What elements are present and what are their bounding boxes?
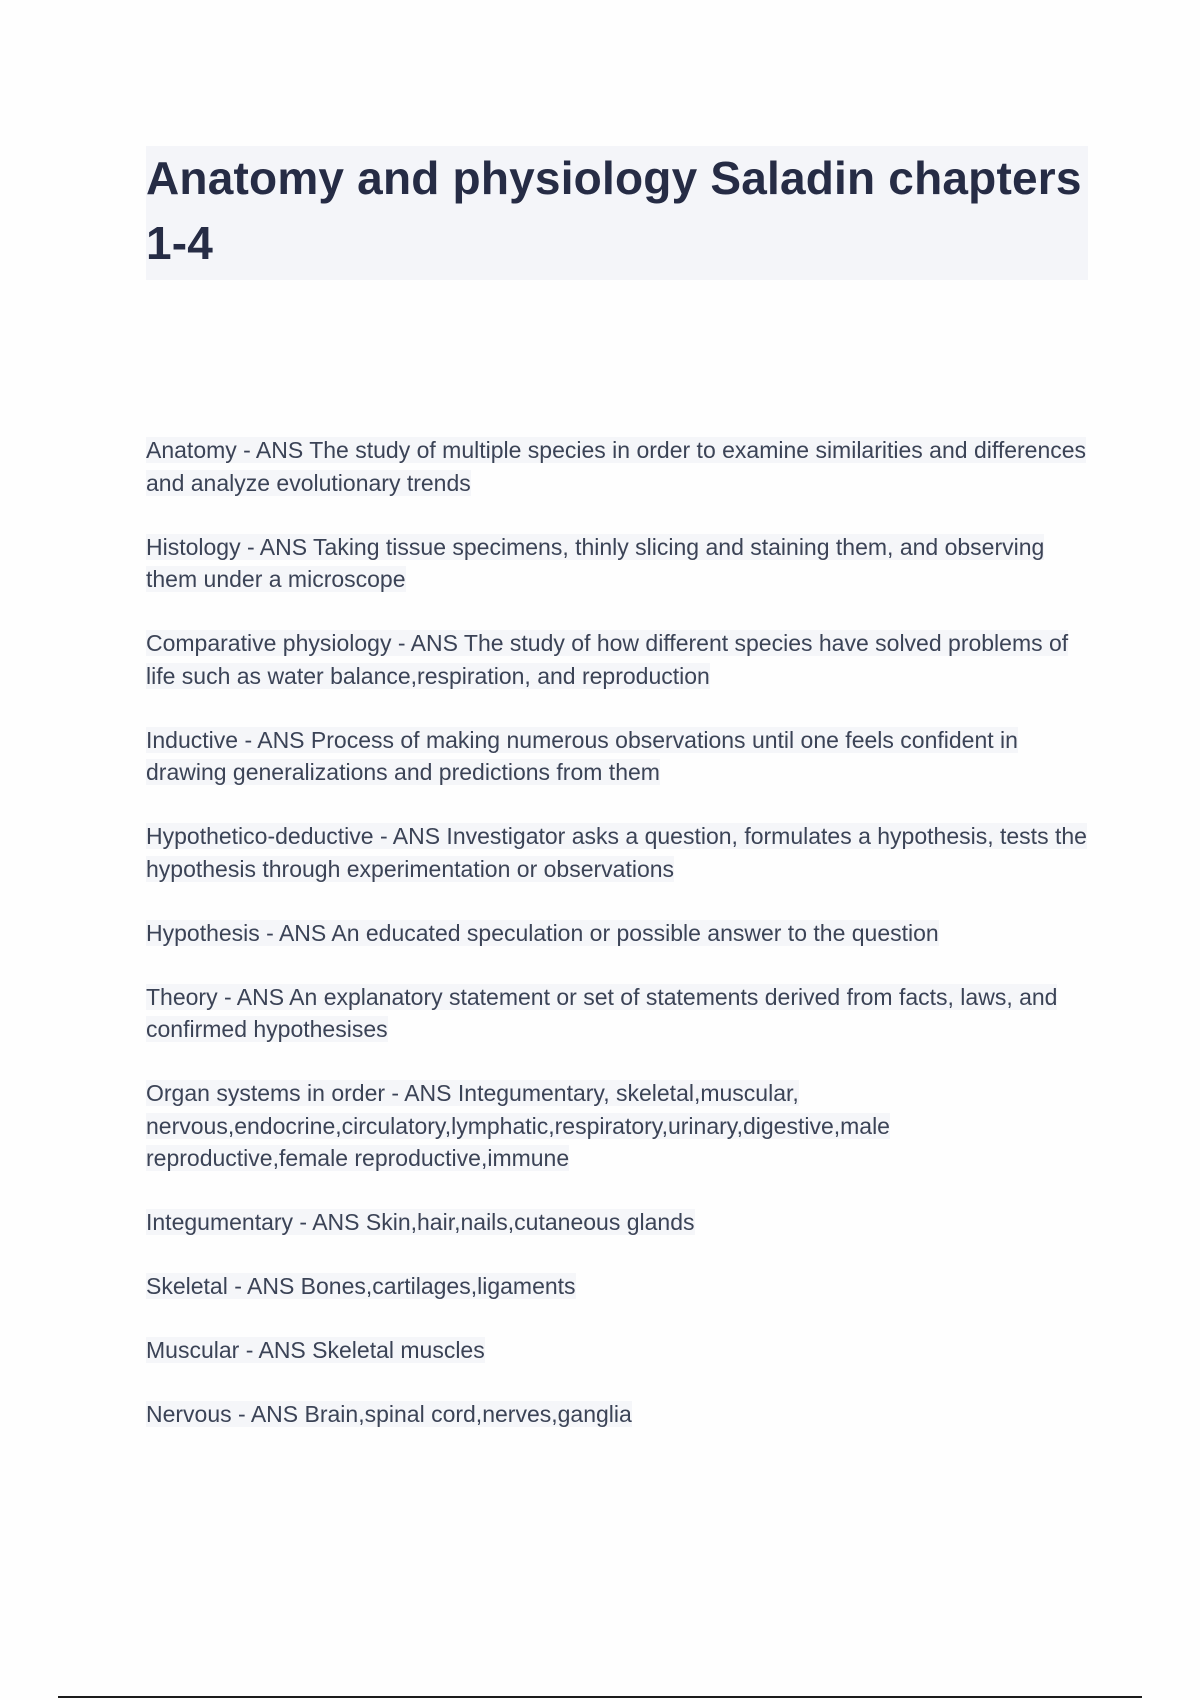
entry-text: Inductive - ANS Process of making numerous observations until one feels confident in drawing generalizations and predictions from them xyxy=(146,726,1018,785)
entry-text: Theory - ANS An explanatory statement or set of statements derived from facts, laws, and confirmed hypothesises xyxy=(146,983,1058,1042)
entry-text: Anatomy - ANS The study of multiple species in order to examine similarities and differences and analyze evolutionary trends xyxy=(146,437,1087,496)
entry-text: Integumentary - ANS Skin,hair,nails,cutaneous glands xyxy=(146,1209,695,1235)
list-item xyxy=(146,1206,1096,1239)
title-block xyxy=(146,146,1088,280)
list-item xyxy=(146,1077,1096,1175)
entry-text: Nervous - ANS Brain,spinal cord,nerves,ganglia xyxy=(146,1401,632,1427)
list-item xyxy=(146,724,1096,789)
entry-text: Hypothetico-deductive - ANS Investigator asks a question, formulates a hypothesis, tests the hypothesis through experimentation or observations xyxy=(146,823,1087,882)
footer-divider xyxy=(58,1696,1142,1698)
list-item xyxy=(146,627,1096,692)
flashcard-list xyxy=(146,434,1096,1462)
list-item xyxy=(146,1334,1096,1367)
list-item xyxy=(146,981,1096,1046)
list-item xyxy=(146,917,1096,950)
entry-text: Histology - ANS Taking tissue specimens, thinly slicing and staining them, and observing them under a microscope xyxy=(146,533,1045,592)
list-item xyxy=(146,434,1096,499)
entry-text: Skeletal - ANS Bones,cartilages,ligaments xyxy=(146,1273,576,1299)
entry-text: Organ systems in order - ANS Integumentary, skeletal,muscular, nervous,endocrine,circulatory,lymphatic,respiratory,urinary,digestive,male reproductive,female reproductive,immune xyxy=(146,1080,890,1171)
list-item xyxy=(146,1270,1096,1303)
list-item xyxy=(146,820,1096,885)
entry-text: Comparative physiology - ANS The study of how different species have solved problems of life such as water balance,respiration, and reproduction xyxy=(146,630,1069,689)
list-item xyxy=(146,1398,1096,1431)
entry-text: Hypothesis - ANS An educated speculation or possible answer to the question xyxy=(146,919,939,946)
entry-text: Muscular - ANS Skeletal muscles xyxy=(146,1337,485,1363)
list-item xyxy=(146,531,1096,596)
page-title: Anatomy and physiology Saladin chapters 1-4 xyxy=(146,152,1082,269)
